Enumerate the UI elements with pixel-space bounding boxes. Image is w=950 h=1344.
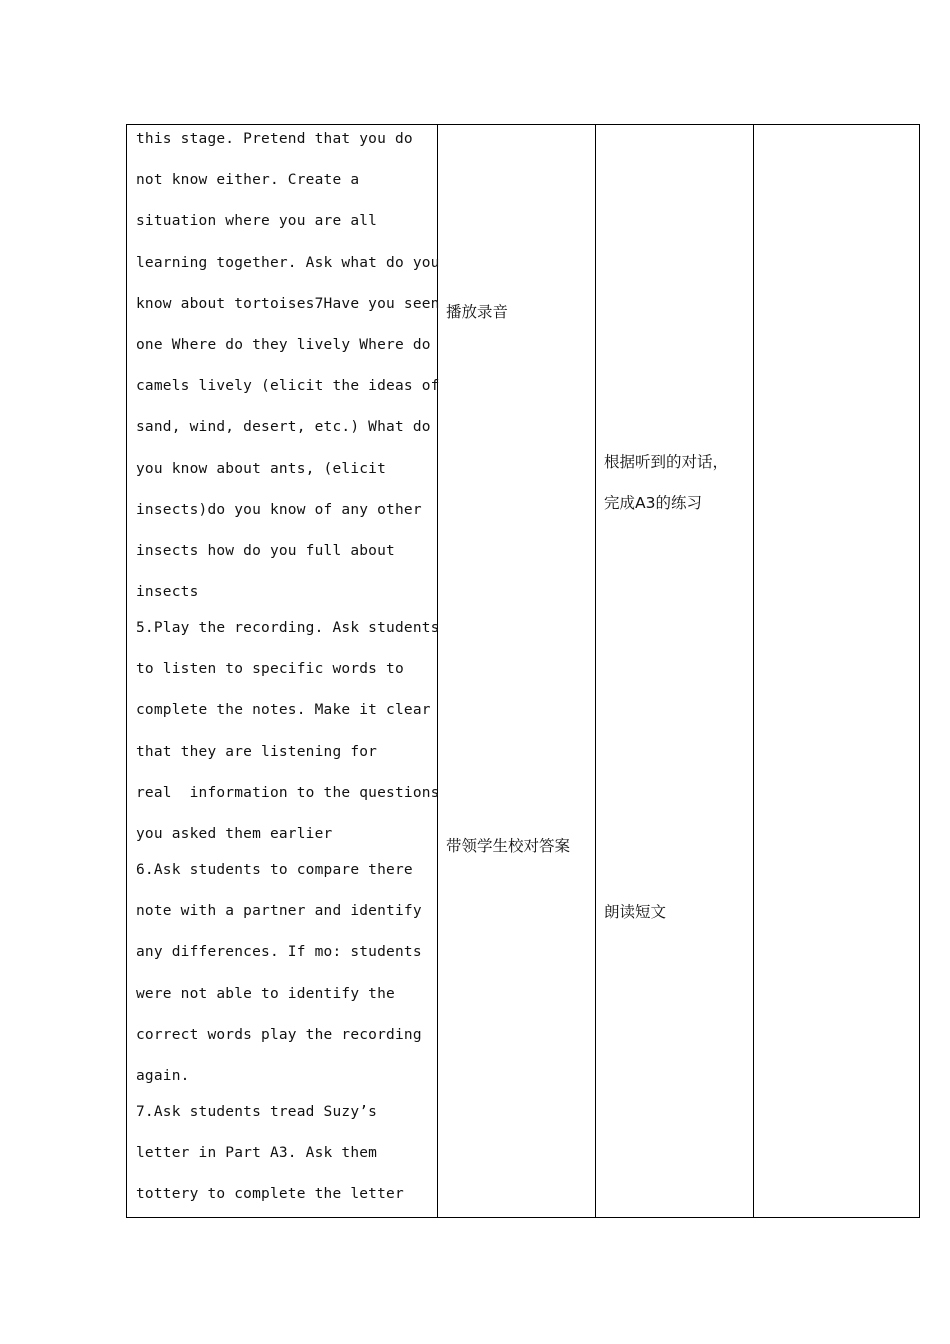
- text-line: one Where do they lively Where do: [136, 336, 431, 353]
- text-line: you asked them earlier: [136, 826, 333, 842]
- text-line: know about tortoises7Have you seen: [136, 295, 440, 312]
- text-line: 7.Ask students tread Suzy’s: [136, 1103, 378, 1120]
- column-divider-1: [437, 125, 438, 1217]
- column-divider-3: [753, 125, 754, 1217]
- text-line: correct words play the recording: [136, 1026, 422, 1043]
- text-line: to listen to specific words to: [136, 661, 404, 678]
- text-line: again.: [136, 1067, 190, 1084]
- text-line: you know about ants, (elicit: [136, 460, 387, 477]
- text-line: learning together. Ask what do you: [136, 254, 440, 271]
- text-line: insects)do you know of any other: [136, 501, 422, 518]
- task-text-line-1: 根据听到的对话，: [604, 453, 729, 471]
- text-line: were not able to identify the: [136, 985, 395, 1002]
- text-line: real information to the questions: [136, 784, 440, 801]
- text-line: camels lively (elicit the ideas of: [136, 378, 440, 395]
- text-line: not know either. Create a: [136, 172, 360, 189]
- text-line: complete the notes. Make it clear: [136, 702, 431, 719]
- paragraph-step-6: [136, 857, 436, 1099]
- text-line: sand, wind, desert, etc.) What do: [136, 419, 431, 436]
- paragraph-step-7: [136, 1099, 436, 1223]
- text-line: note with a partner and identify: [136, 903, 422, 920]
- teacher-activities-column: [136, 126, 440, 1223]
- check-answers-text: 带领学生校对答案: [446, 837, 571, 855]
- text-line: 5.Play the recording. Ask students: [136, 620, 440, 637]
- read-aloud-text: 朗读短文: [604, 903, 667, 921]
- text-line: 6.Ask students to compare there: [136, 862, 413, 878]
- text-line: insects how do you full about: [136, 542, 395, 559]
- paragraph-intro: [136, 126, 440, 615]
- task-text-line-2: 完成A3的练习: [604, 494, 702, 512]
- lesson-plan-table: [126, 124, 920, 1218]
- text-line: insects: [136, 584, 199, 601]
- text-line: tottery to complete the letter: [136, 1186, 404, 1203]
- text-line: this stage. Pretend that you do: [136, 131, 413, 147]
- text-line: that they are listening for: [136, 743, 378, 760]
- column-divider-2: [595, 125, 596, 1217]
- text-line: any differences. If mo: students: [136, 944, 422, 961]
- text-line: situation where you are all: [136, 213, 378, 230]
- paragraph-step-5: [136, 615, 440, 857]
- play-recording-text: 播放录音: [446, 303, 509, 321]
- text-line: letter in Part A3. Ask them: [136, 1145, 378, 1162]
